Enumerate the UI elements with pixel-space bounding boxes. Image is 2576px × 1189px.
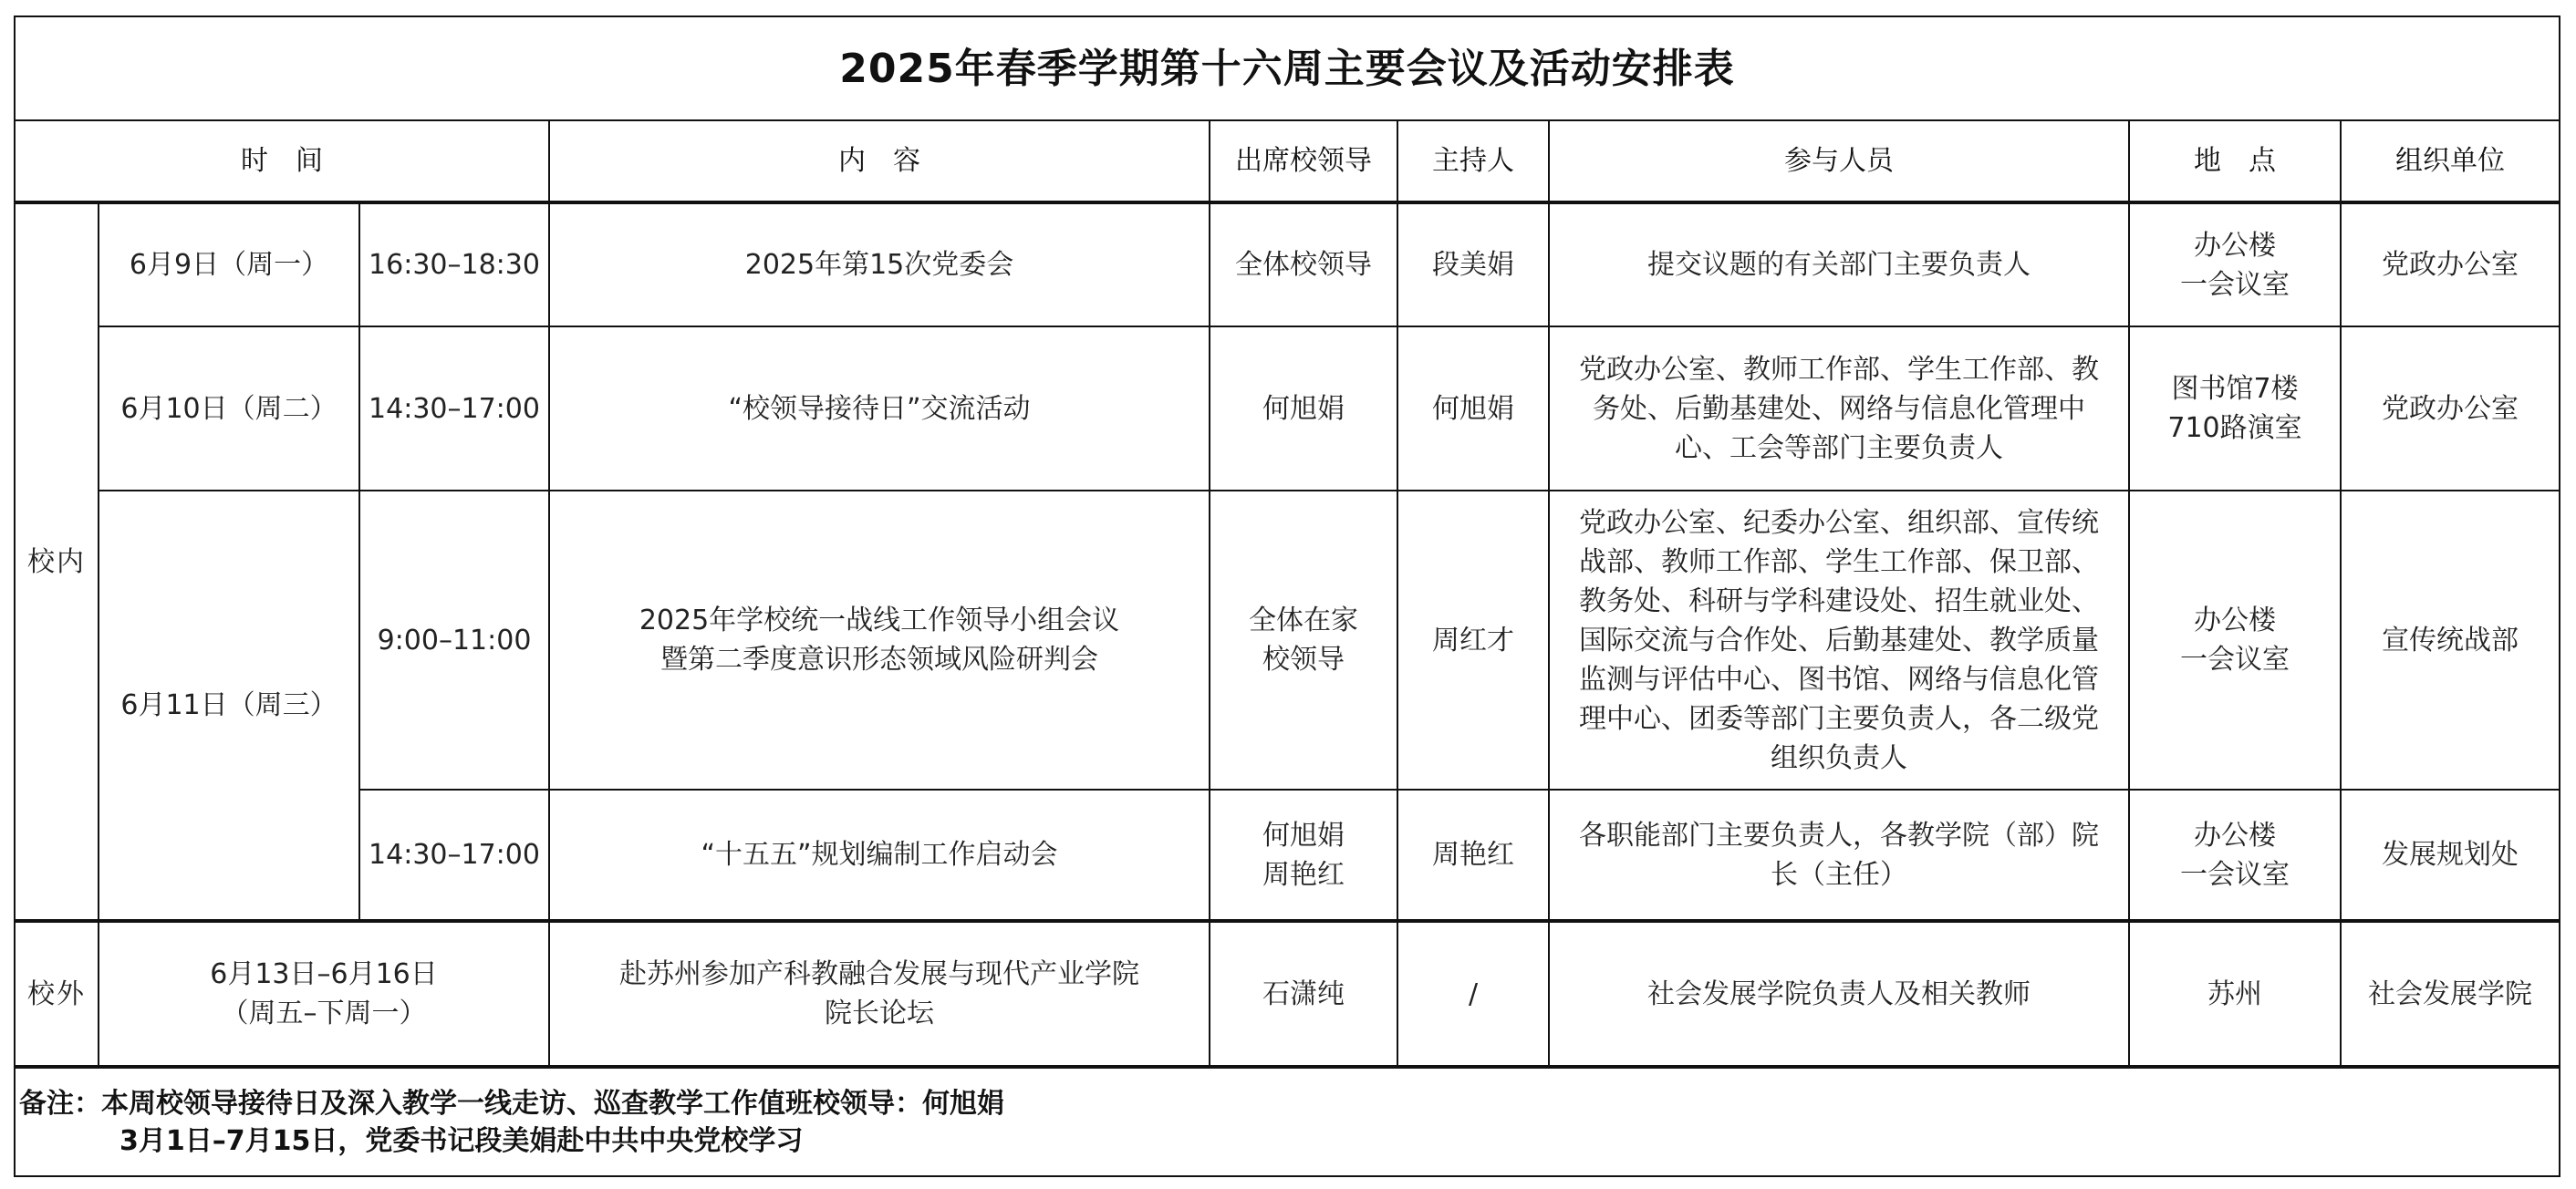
header-leader: 出席校领导 <box>1210 120 1397 202</box>
host-cell: 周艳红 <box>1397 790 1549 921</box>
organizer-cell: 发展规划处 <box>2341 790 2560 921</box>
page-title: 2025年春季学期第十六周主要会议及活动安排表 <box>15 16 2560 120</box>
date-cell: 6月11日（周三） <box>99 491 359 921</box>
participants-cell <box>1549 790 2129 921</box>
content-cell <box>549 790 1210 921</box>
leader-cell <box>1210 202 1397 326</box>
leader-line: 石潇纯 <box>1262 977 1345 1010</box>
table-row <box>15 491 2560 790</box>
header-time: 时 间 <box>15 120 549 202</box>
content-line: 2025年第15次党委会 <box>744 249 1014 281</box>
content-line: 赴苏州参加产科教融合发展与现代产业学院 <box>619 958 1139 990</box>
location-line: 办公楼 <box>2194 229 2276 262</box>
content-line: 暨第二季度意识形态领域风险研判会 <box>660 644 1098 676</box>
organizer-cell: 宣传统战部 <box>2341 491 2560 790</box>
location-cell <box>2129 790 2341 921</box>
section-outside-label: 校外 <box>15 921 99 1067</box>
note-line: 备注：本周校领导接待日及深入教学一线走访、巡查教学工作值班校领导：何旭娟 <box>19 1087 1004 1120</box>
time-cell: 14:30–17:00 <box>359 326 549 491</box>
date-cell: 6月10日（周二） <box>99 326 359 491</box>
leader-cell <box>1210 790 1397 921</box>
leader-cell <box>1210 326 1397 491</box>
note-line: 3月1日–7月15日，党委书记段美娟赴中共中央党校学习 <box>119 1124 804 1157</box>
content-line: “十五五”规划编制工作启动会 <box>701 839 1058 871</box>
date-cell: 6月9日（周一） <box>99 202 359 326</box>
time-cell: 9:00–11:00 <box>359 491 549 790</box>
content-cell <box>549 202 1210 326</box>
time-cell: 14:30–17:00 <box>359 790 549 921</box>
participants-text: 党政办公室、教师工作部、学生工作部、教务处、后勤基建处、网络与信息化管理中心、工会等部门主要负责人 <box>1579 353 2099 464</box>
leader-line: 何旭娟 <box>1262 392 1345 425</box>
location-cell <box>2129 491 2341 790</box>
participants-text: 提交议题的有关部门主要负责人 <box>1647 249 2031 281</box>
header-host: 主持人 <box>1397 120 1549 202</box>
schedule-table <box>14 16 2560 1177</box>
participants-text: 各职能部门主要负责人，各教学院（部）院长（主任） <box>1579 819 2099 891</box>
location-cell <box>2129 326 2341 491</box>
location-line: 710路演室 <box>2167 412 2302 444</box>
participants-cell <box>1549 921 2129 1067</box>
location-line: 办公楼 <box>2194 819 2276 852</box>
participants-cell <box>1549 491 2129 790</box>
leader-line: 何旭娟 <box>1262 819 1345 852</box>
content-cell <box>549 921 1210 1067</box>
header-organizer: 组织单位 <box>2341 120 2560 202</box>
header-content: 内 容 <box>549 120 1210 202</box>
location-cell <box>2129 921 2341 1067</box>
organizer-cell: 党政办公室 <box>2341 326 2560 491</box>
date-line: 6月13日–6月16日 <box>210 958 438 990</box>
host-cell: 周红才 <box>1397 491 1549 790</box>
leader-line: 校领导 <box>1262 644 1345 676</box>
leader-line: 全体校领导 <box>1235 249 1372 281</box>
content-cell <box>549 326 1210 491</box>
participants-cell <box>1549 326 2129 491</box>
participants-cell <box>1549 202 2129 326</box>
organizer-cell: 社会发展学院 <box>2341 921 2560 1067</box>
host-cell: 何旭娟 <box>1397 326 1549 491</box>
leader-line: 全体在家 <box>1249 605 1358 636</box>
table-row <box>15 202 2560 326</box>
header-location: 地 点 <box>2129 120 2341 202</box>
table-row <box>15 790 2560 921</box>
header-participants: 参与人员 <box>1549 120 2129 202</box>
location-line: 苏州 <box>2207 977 2262 1010</box>
location-line: 办公楼 <box>2194 605 2276 636</box>
date-line: （周五–下周一） <box>221 998 427 1029</box>
location-line: 图书馆7楼 <box>2171 373 2299 405</box>
section-inside-label: 校内 <box>15 202 99 921</box>
leader-cell <box>1210 921 1397 1067</box>
notes <box>15 1067 2560 1176</box>
host-cell: / <box>1397 921 1549 1067</box>
content-line: 2025年学校统一战线工作领导小组会议 <box>639 605 1120 636</box>
leader-line: 周艳红 <box>1262 858 1345 891</box>
leader-cell <box>1210 491 1397 790</box>
content-line: 院长论坛 <box>825 998 934 1029</box>
participants-text: 社会发展学院负责人及相关教师 <box>1647 977 2031 1010</box>
table-row <box>15 921 2560 1067</box>
location-line: 一会议室 <box>2180 644 2290 676</box>
location-cell <box>2129 202 2341 326</box>
location-line: 一会议室 <box>2180 268 2290 301</box>
content-cell <box>549 491 1210 790</box>
participants-text: 党政办公室、纪委办公室、组织部、宣传统战部、教师工作部、学生工作部、保卫部、教务处、科研与学科建设处、招生就业处、国际交流与合作处、后勤基建处、教学质量监测与评估中心、图书馆、网络与信息化管理中心、团委等部门主要负责人，各二级党组织负责人 <box>1579 506 2099 774</box>
organizer-cell: 党政办公室 <box>2341 202 2560 326</box>
table-row <box>15 326 2560 491</box>
date-cell <box>99 921 549 1067</box>
time-cell: 16:30–18:30 <box>359 202 549 326</box>
location-line: 一会议室 <box>2180 858 2290 891</box>
content-line: “校领导接待日”交流活动 <box>728 392 1031 425</box>
host-cell: 段美娟 <box>1397 202 1549 326</box>
